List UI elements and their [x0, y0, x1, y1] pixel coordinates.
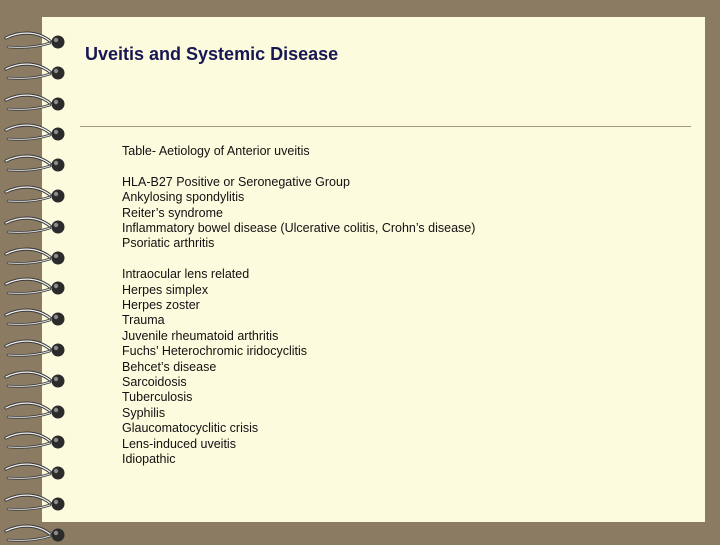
binding-ring-icon [0, 430, 72, 452]
list-item: Sarcoidosis [122, 375, 187, 390]
binding-ring-icon [0, 461, 72, 483]
list-item: Ankylosing spondylitis [122, 190, 245, 205]
list-item: Reiter’s syndrome [122, 205, 223, 220]
list-item: Psoriatic arthritis [122, 236, 215, 251]
list-item: Tuberculosis [122, 390, 193, 405]
list-item: Herpes zoster [122, 298, 200, 313]
binding-ring-icon [0, 184, 72, 206]
binding-ring-icon [0, 369, 72, 391]
binding-ring-icon [0, 153, 72, 175]
spacer [122, 159, 475, 174]
binding-ring-icon [0, 400, 72, 422]
binding-ring-icon [0, 122, 72, 144]
aetiology-table [122, 144, 475, 468]
binding-ring-icon [0, 246, 72, 268]
title-divider [80, 126, 691, 127]
list-item: Fuchs’ Heterochromic iridocyclitis [122, 344, 307, 359]
binding-ring-icon [0, 61, 72, 83]
binding-ring-icon [0, 338, 72, 360]
binding-ring-icon [0, 92, 72, 114]
list-item: HLA-B27 Positive or Seronegative Group [122, 174, 350, 189]
list-item: Herpes simplex [122, 282, 209, 297]
list-item: Syphilis [122, 405, 166, 420]
list-item: Trauma [122, 313, 165, 328]
spacer [122, 252, 475, 267]
table-caption: Table- Aetiology of Anterior uveitis [122, 144, 310, 158]
list-item: Behcet’s disease [122, 359, 217, 374]
binding-ring-icon [0, 307, 72, 329]
slide-title: Uveitis and Systemic Disease [85, 44, 339, 64]
binding-ring-icon [0, 215, 72, 237]
binding-ring-icon [0, 523, 72, 545]
binding-ring-icon [0, 276, 72, 298]
list-item: Lens-induced uveitis [122, 436, 236, 451]
list-item: Inflammatory bowel disease (Ulcerative colitis, Crohn’s disease) [122, 221, 476, 236]
binding-ring-icon [0, 30, 72, 52]
list-item: Idiopathic [122, 452, 176, 467]
binding-ring-icon [0, 492, 72, 514]
list-item: Intraocular lens related [122, 267, 250, 282]
list-item: Juvenile rheumatoid arthritis [122, 328, 279, 343]
list-item: Glaucomatocyclitic crisis [122, 421, 259, 436]
